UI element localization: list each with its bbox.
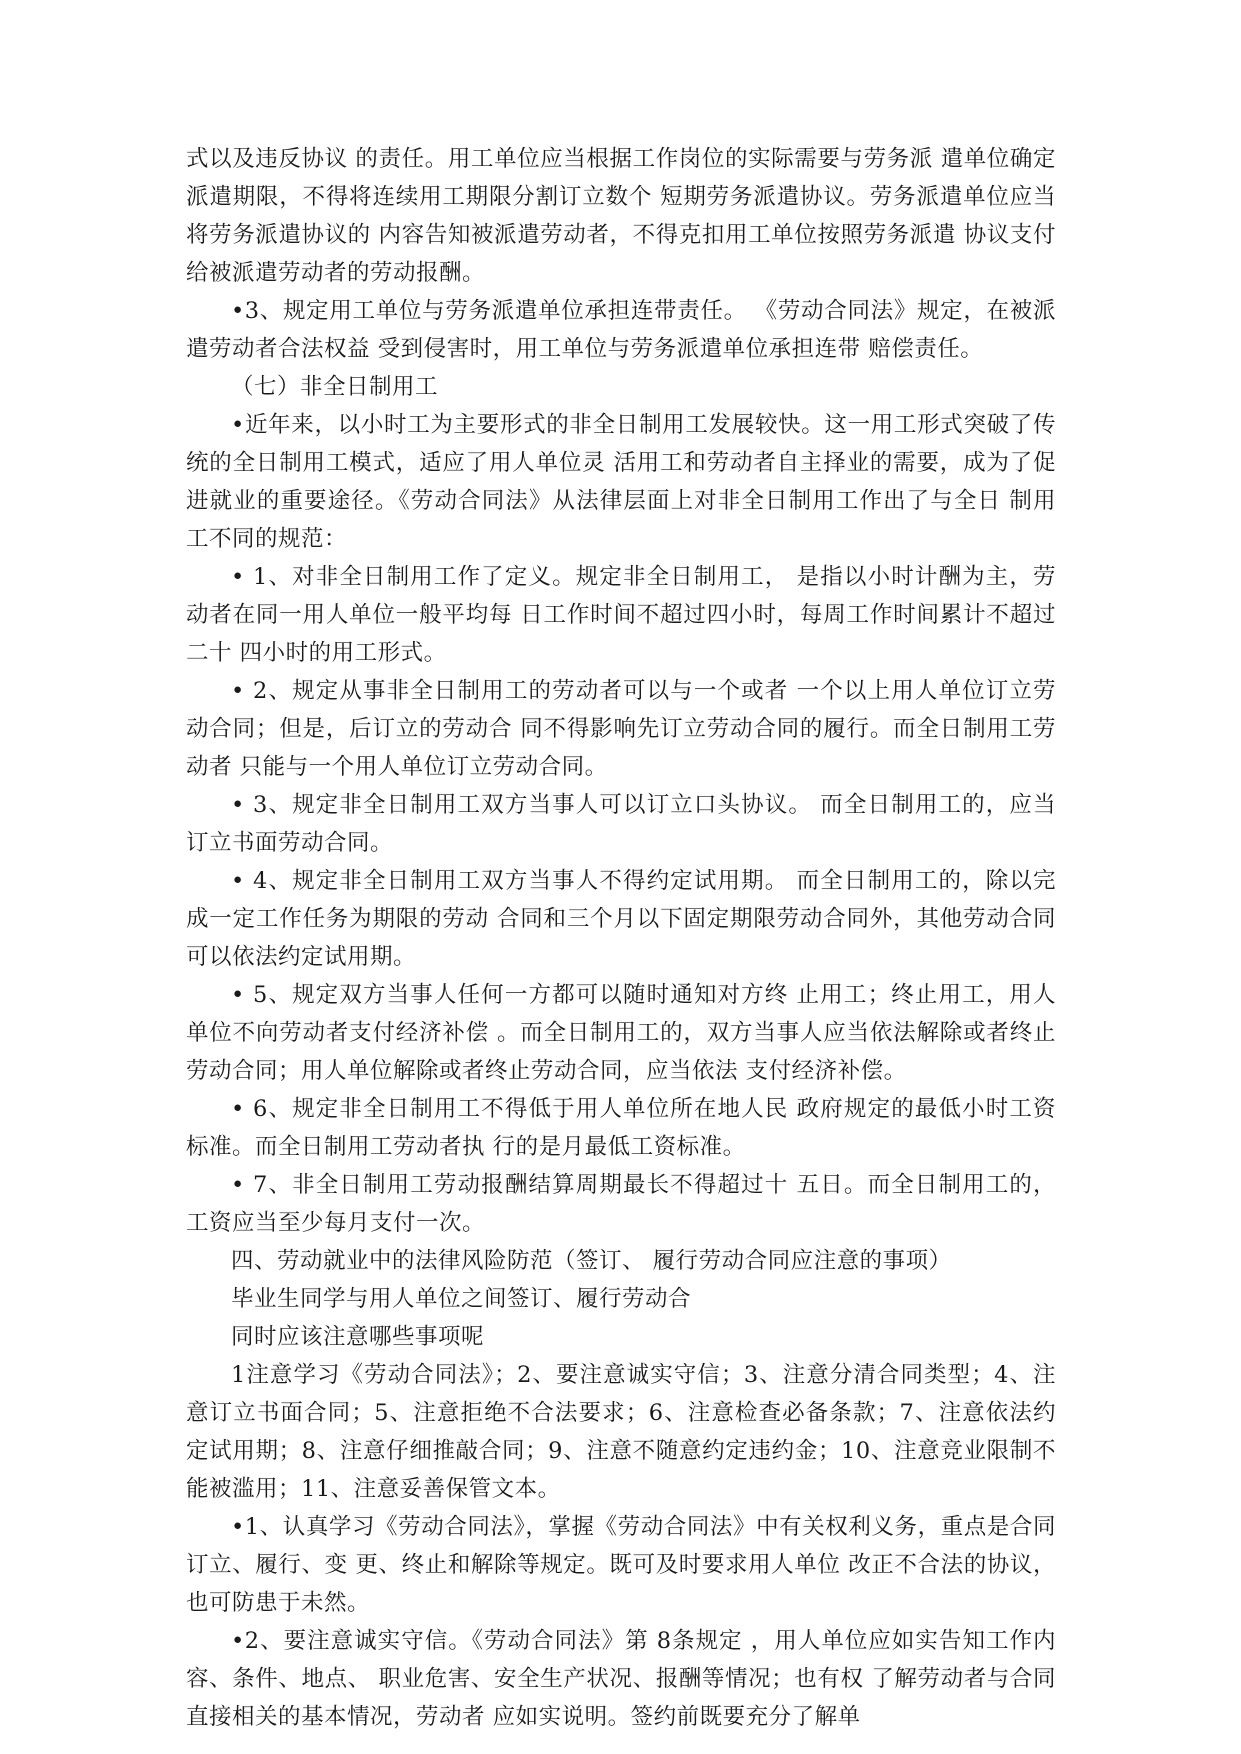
- paragraph-attention-item-1: •1、认真学习《劳动合同法》，掌握《劳动合同法》中有关权利义务，重点是合同订立、履行、变 更、终止和解除等规定。既可及时要求用人单位 改正不合法的协议，也可防患于未然。: [186, 1514, 1056, 1616]
- paragraph-part-time-item-2: • 2、规定从事非全日制用工的劳动者可以与一个或者 一个以上用人单位订立劳动合同；但是，后订立的劳动合 同不得影响先订立劳动合同的履行。而全日制用工劳动者 只能与一个用人单位订立劳动合同。: [186, 678, 1056, 780]
- paragraph-question-line-2: 同时应该注意哪些事项呢: [231, 1324, 485, 1350]
- paragraph-question-line-1: 毕业生同学与用人单位之间签订、履行劳动合: [231, 1286, 692, 1312]
- paragraph-part-time-item-6: • 6、规定非全日制用工不得低于用人单位所在地人民 政府规定的最低小时工资标准。而全日制用工劳动者执 行的是月最低工资标准。: [186, 1096, 1056, 1160]
- document-page: [186, 140, 1056, 1736]
- paragraph-attention-list: 1注意学习《劳动合同法》；2、要注意诚实守信；3、注意分清合同类型；4、注意订立书面合同；5、注意拒绝不合法要求；6、注意检查必备条款；7、注意依法约定试用期；8、注意仔细推敲合同；9、注意不随意约定违约金；10、注意竞业限制不能被滥用；11、注意妥善保管文本。: [186, 1362, 1056, 1502]
- paragraph-part-time-item-1: • 1、对非全日制用工作了定义。规定非全日制用工， 是指以小时计酬为主，劳动者在同一用人单位一般平均每 日工作时间不超过四小时，每周工作时间累计不超过二十 四小时的用工形式。: [186, 564, 1056, 666]
- paragraph-part-time-item-4: • 4、规定非全日制用工双方当事人不得约定试用期。 而全日制用工的，除以完成一定工作任务为期限的劳动 合同和三个月以下固定期限劳动合同外，其他劳动合同 可以依法约定试用期。: [186, 868, 1056, 970]
- paragraph-part-time-item-5: • 5、规定双方当事人任何一方都可以随时通知对方终 止用工；终止用工，用人单位不向劳动者支付经济补偿 。而全日制用工的，双方当事人应当依法解除或者终止 劳动合同；用人单位解除或者终止劳动合同，应当依法 支付经济补偿。: [186, 982, 1056, 1084]
- paragraph-part-time-item-7: • 7、非全日制用工劳动报酬结算周期最长不得超过十 五日。而全日制用工的，工资应当至少每月支付一次。: [186, 1172, 1056, 1236]
- section-heading-part-time: （七）非全日制用工: [231, 374, 439, 400]
- paragraph-attention-item-2: •2、要注意诚实守信。《劳动合同法》第 8条规定 ，用人单位应如实告知工作内容、条件、地点、 职业危害、安全生产状况、报酬等情况；也有权 了解劳动者与合同直接相关的基本情况，劳动者 应如实说明。签约前既要充分了解单: [186, 1628, 1056, 1730]
- section-heading-legal-risk: 四、劳动就业中的法律风险防范（签订、 履行劳动合同应注意的事项）: [231, 1248, 952, 1274]
- paragraph-part-time-item-3: • 3、规定非全日制用工双方当事人可以订立口头协议。 而全日制用工的，应当订立书面劳动合同。: [186, 792, 1056, 856]
- paragraph-dispatch-agreement: 式以及违反协议 的责任。用工单位应当根据工作岗位的实际需要与劳务派 遣单位确定派遣期限，不得将连续用工期限分割订立数个 短期劳务派遣协议。劳务派遣单位应当将劳务派遣协议的 内容告知被派遣劳动者，不得克扣用工单位按照劳务派遣 协议支付给被派遣劳动者的劳动报酬。: [186, 146, 1056, 286]
- paragraph-joint-liability: •3、规定用工单位与劳务派遣单位承担连带责任。 《劳动合同法》规定，在被派遣劳动者合法权益 受到侵害时，用工单位与劳务派遣单位承担连带 赔偿责任。: [186, 298, 1056, 362]
- paragraph-part-time-intro: •近年来，以小时工为主要形式的非全日制用工发展较快。这一用工形式突破了传 统的全日制用工模式，适应了用人单位灵 活用工和劳动者自主择业的需要，成为了促进就业的重要途径。《劳动合同法》从法律层面上对非全日制用工作出了与全日 制用工不同的规范：: [186, 412, 1056, 552]
